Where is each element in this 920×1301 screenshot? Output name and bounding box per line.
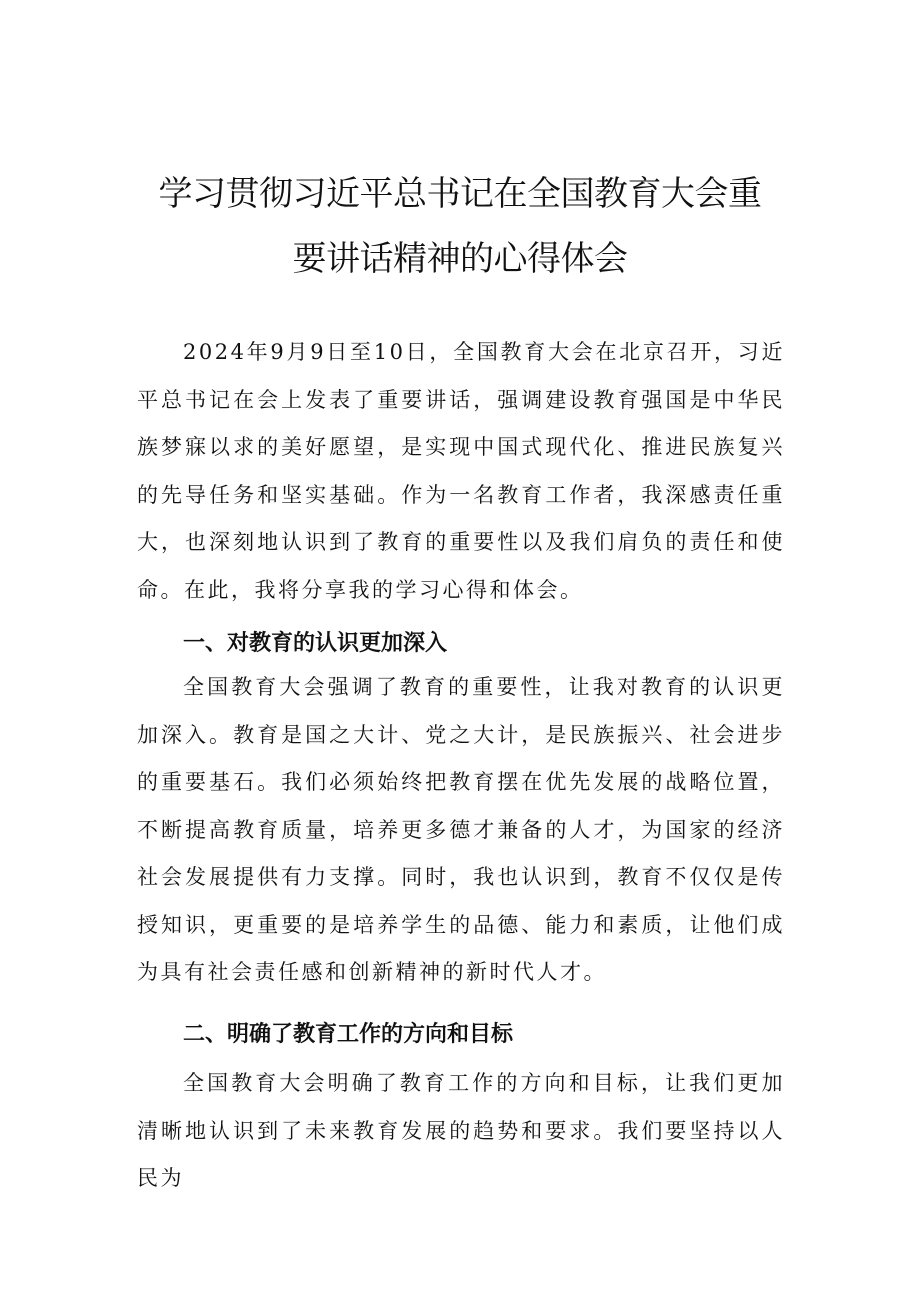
section-heading-1: 一、对教育的认识更加深入 (183, 631, 448, 656)
section-paragraph-2: 全国教育大会明确了教育工作的方向和目标，让我们更加清晰地认识到了未来教育发展的趋势和要求。我们要坚持以人民为 (137, 1071, 785, 1190)
section-heading-2: 二、明确了教育工作的方向和目标 (183, 1022, 514, 1047)
document-title-line-2: 要讲话精神的心得体会 (292, 239, 628, 279)
section-paragraph-1: 全国教育大会强调了教育的重要性，让我对教育的认识更加深入。教育是国之大计、党之大计，是民族振兴、社会进步的重要基石。我们必须始终把教育摆在优先发展的战略位置，不断提高教育质量，培养更多德才兼备的人才，为国家的经济社会发展提供有力支撑。同时，我也认识到，教育不仅仅是传授知识，更重要的是培养学生的品德、能力和素质，让他们成为具有社会责任感和创新精神的新时代人才。 (137, 675, 785, 984)
document-title-line-1: 学习贯彻习近平总书记在全国教育大会重 (158, 174, 762, 214)
intro-paragraph: 2024年9月9日至10日，全国教育大会在北京召开，习近平总书记在会上发表了重要讲话，强调建设教育强国是中华民族梦寐以求的美好愿望，是实现中国式现代化、推进民族复兴的先导任务和坚实基础。作为一名教育工作者，我深感责任重大，也深刻地认识到了教育的重要性以及我们肩负的责任和使命。在此，我将分享我的学习心得和体会。 (137, 340, 785, 602)
